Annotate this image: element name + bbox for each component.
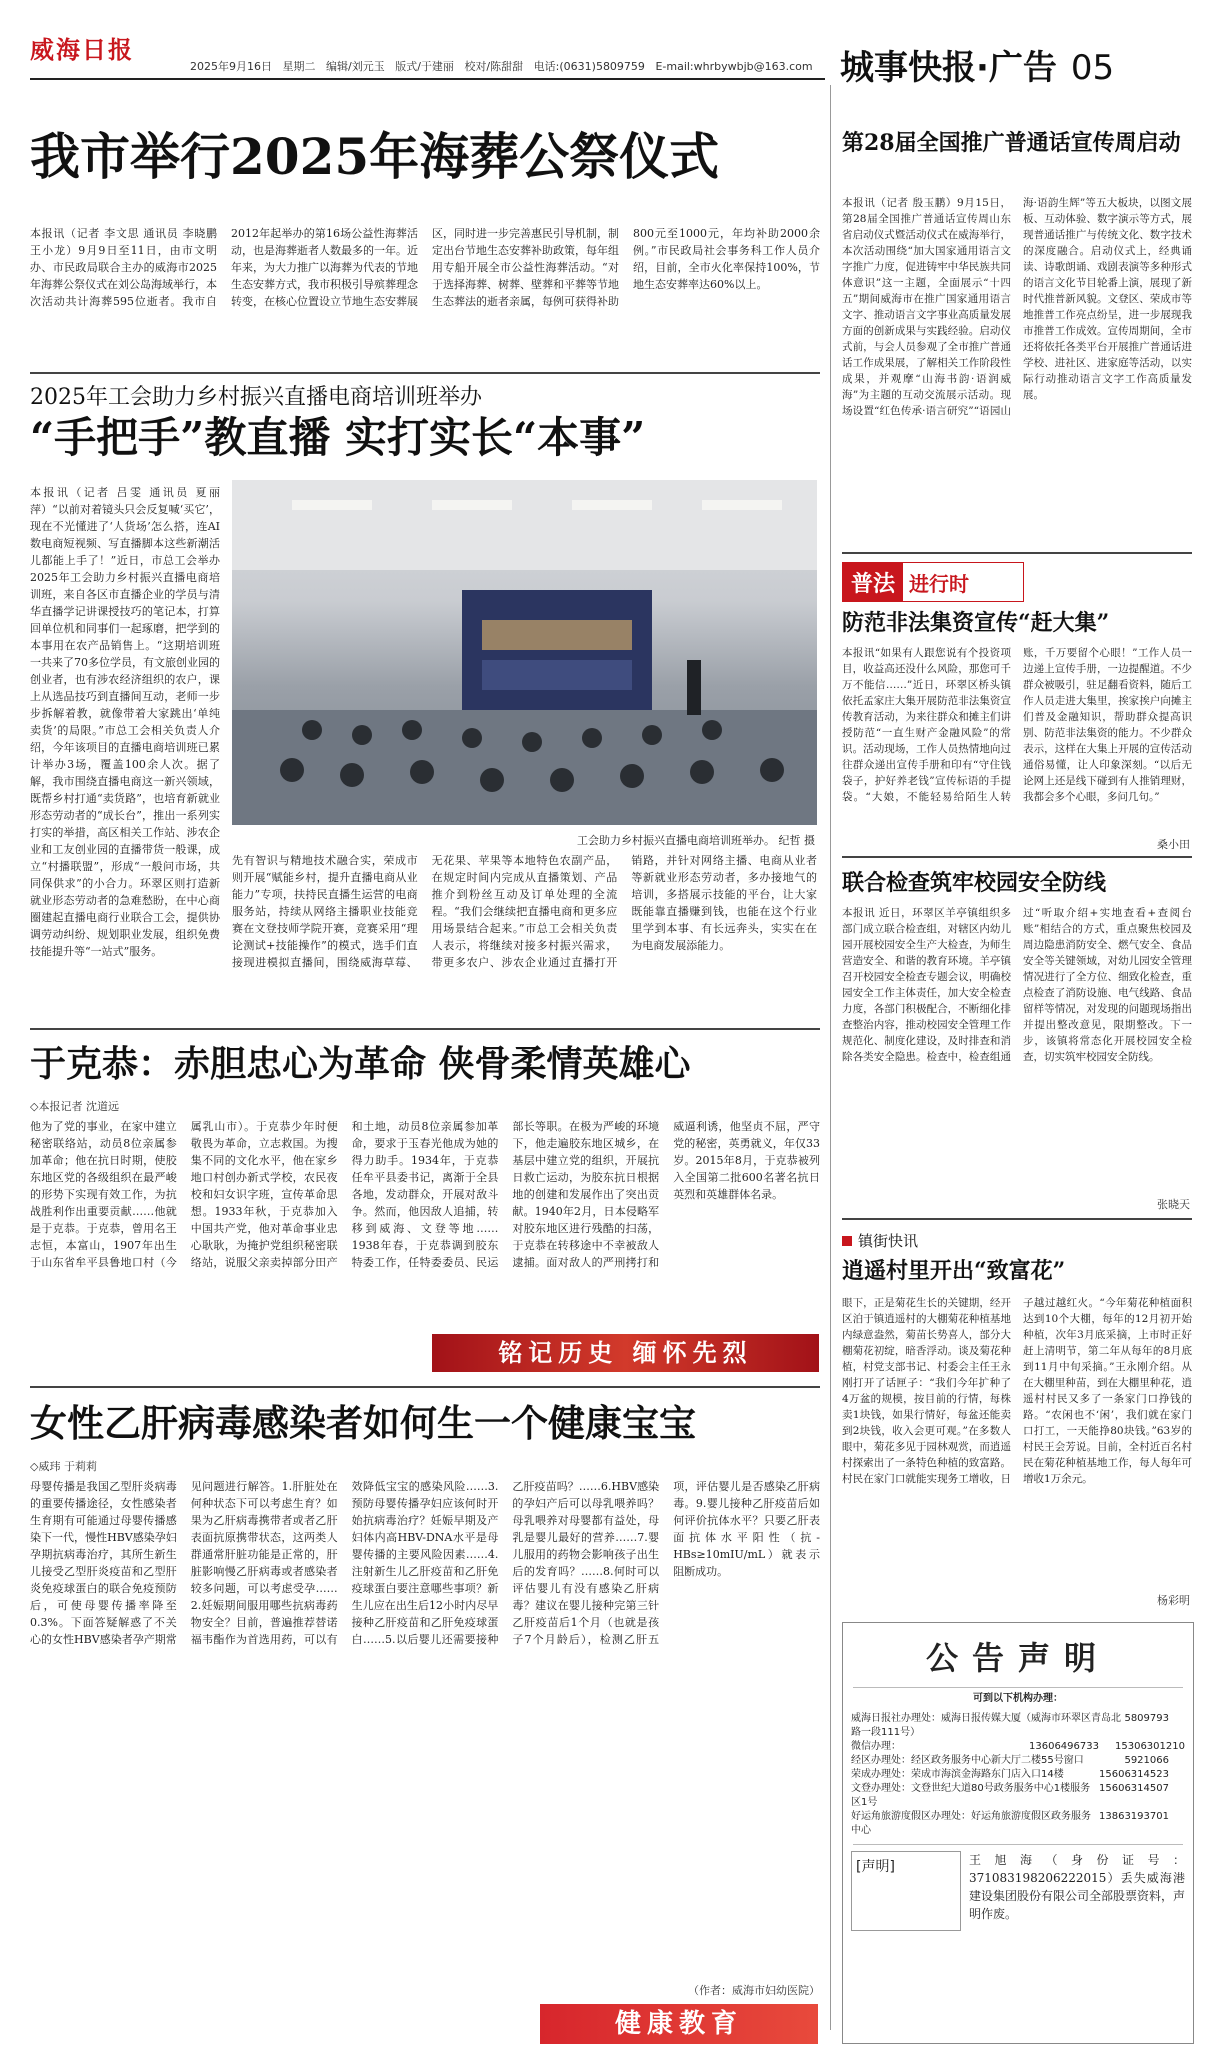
article6-body: 本报讯“如果有人跟您说有个投资项目，收益高还没什么风险，那您可千万不能信……”近日，环翠区桥头镇依托孟家庄大集开展防范非法集资宣传教育活动，为来往群众和摊主们讲授防范“一直生财产金融风险”的常识。活动现场，工作人员热情地向过往群众递出宣传手册和印有“守住钱袋子，护好养老钱”宣传标语的手提袋。“大娘，不能轻易给陌生人转账，千万要留个心眼！”工作人员一边递上宣传手册，一边提醒道。不少群众被吸引，驻足翻看资料，随后工作人员走进大集里，挨家挨户向摊主们普及金融知识，帮助群众提高识别、防范非法集资的能力。不少群众表示，这样在大集上开展的宣传活动通俗易懂，让人印象深刻。“以后无论网上还是线下碰到有人推销理财，我都会多个心眼，多问几句。” (842, 647, 1192, 803)
photo-caption: 工会助力乡村振兴直播电商培训班举办。 纪哲 摄 (577, 834, 815, 847)
layout-editor: 版式/于建丽 (395, 60, 454, 73)
article2-headline: “手把手”教直播 实打实长“本事” (30, 413, 646, 462)
photo-illustration (232, 480, 817, 825)
notice-phone-1: 5921066 (1124, 1755, 1169, 1766)
article2-rule (30, 1028, 820, 1030)
article4-headline: 女性乙肝病毒感染者如何生一个健康宝宝 (30, 1401, 696, 1445)
article3-rule (30, 1386, 820, 1388)
article8-author: 杨彩明 (1157, 1594, 1190, 1607)
notice-row (851, 1754, 1185, 1768)
article3-body: 他为了党的事业，在家中建立秘密联络站，动员8位亲属参加革命；他在抗日时期，使胶东地区党的各级组织在最严峻的形势下实现有效工作，为抗战胜利作出重要贡献……他就是于克恭。于克恭，曾用名王志恒，本富山，1907年出生于山东省牟平县鲁地口村（今属乳山市）。于克恭少年时便敬畏为革命，立志救国。为搜集不同的文化水平，他在家乡地口村创办新式学校，农民夜校和妇女识字班，宣传革命思想。1933年秋，于克恭加入中国共产党，他对革命事业忠心耿耿，为掩护党组织秘密联络站，说服父亲卖掉部分田产和土地，动员8位亲属参加革命，要求于玉春光他成为她的得力助手。1934年，于克恭任牟平县委书记，离渐于全县各地，发动群众，开展对敌斗争。然而，他因敌人追捕，转移到威海、文登等地……1938年春，于克恭调到胶东特委工作，任特委委员、民运部长等职。在极为严峻的环境下，他走遍胶东地区城乡，在基层中建立党的组织，开展抗日救亡运动，为胶东抗日根据地的创建和发展作出了突出贡献。1940年2月，日本侵略军对胶东地区进行残酷的扫荡，于克恭在转移途中不幸被敌人逮捕。面对敌人的严刑拷打和威逼利诱，他坚贞不屈，严守党的秘密，英勇就义，年仅33岁。2015年8月，于克恭被列入全国第二批600名著名抗日英烈和英雄群体名录。 (30, 1120, 820, 1269)
phone: 电话:(0631)5809759 (533, 60, 645, 73)
article1-rule (30, 372, 820, 374)
article1-headline: 我市举行2025年海葬公祭仪式 (30, 127, 720, 186)
notice-subtitle: 可到以下机构办理： (973, 1693, 1063, 1704)
town-news-tag (842, 1230, 918, 1251)
page-number: 05 (1070, 48, 1115, 88)
issue-date: 2025年9月16日 (190, 60, 272, 73)
article7-body: 本报讯 近日，环翠区羊亭镇组织多部门成立联合检查组，对辖区内幼儿园开展校园安全生产大检查，为师生营造安全、和谐的教育环境。羊亭镇召开校园安全检查专题会议，明确校园安全工作主体责任，加大安全检查力度，各部门积极配合，不断细化排查整治内容，推动校园安全管理工作规范化、制度化建设，及时排查和消除各类安全隐患。检查中，检查组通过“听取介绍+实地查看+查阅台账”相结合的方式，重点聚焦校园及周边隐患消防安全、燃气安全、食品安全等关键领域，对幼儿园安全管理情况进行了全方位、细致化检查，重点检查了消防设施、电气线路、食品留样等情况，对发现的问题现场指出并提出整改意见，限期整改。下一步，该镇将常态化开展校园安全检查，切实筑牢校园安全防线。 (842, 907, 1192, 1063)
notice-divider (853, 1844, 1183, 1845)
law-column-tag-a: 普法 (843, 563, 903, 602)
notice-row (851, 1712, 1185, 1740)
article2-body-left: 本报讯（记者 吕雯 通讯员 夏丽萍）“以前对着镜头只会反复喊‘买它’，现在不光懂进了‘人货场’怎么搭，连AI数电商短视频、写直播脚本这些新潮活儿都能上手了！”近日，市总工会举办2025年工会助力乡村振兴直播电商培训班，来自各区市直播企业的学员与清华直播学记讲课授技巧的笔记本，打算回单位机和同事们一起琢磨，把学到的本事用在农产品销售上。“这期培训班一共来了70多位学员，有文旅创业园的创业者，也有涉农经济组织的农户，课上从选品技巧到直播间互动，老师一步步拆解着教，就像带着大家跳出‘单纯卖货’的局限。”市总工会相关负责人介绍，今年该项目的直播电商培训班已累计举办3场，覆盖100余人次。据了解，我市围绕直播电商这一新兴领域，既帮乡村打通“卖货路”，也培育新就业形态劳动者的“成长台”，推出一系列实打实的举措，高区相关工作站、涉农企业和工友创业园的直播带货一般课，成立“村播联盟”，形成“一般问市场，共同保供求”的小合力。环翠区则打造新就业形态劳动者的急难愁盼，在中心商圈建起直播电商行业联合工会，提供协调劳动纠纷、规划职业发展，组织免费技能提升等“一站式”服务。 (30, 486, 220, 958)
article3-headline: 于克恭：赤胆忠心为革命 侠骨柔情英雄心 (30, 1043, 691, 1085)
article5-body: 本报讯（记者 殷玉鹏）9月15日，第28届全国推广普通话宣传周山东省启动仪式暨活动仪式在威海举行，本次活动围绕“加大国家通用语言文字推广力度，促进铸牢中华民族共同体意识”这一主题，全面展示“十四五”期间威海市在推广国家通用语言文字、推动语言文字事业高质量发展方面的创新成果与实践经验。启动仪式前，与会人员参观了全市推广普通话工作成果展，了解相关工作阶段性成果，并观摩“山海书韵·语润威海”为主题的互动交流展示活动。现场设置“红色传承·语言研究”“语园山海·语韵生辉”等五大板块，以图文展板、互动体验、数字演示等方式，展现普通话推广与传统文化、数字技术的深度融合。启动仪式上，经典诵读、诗歌朗诵、戏剧表演等多种形式的语言文化节目轮番上演，展现了新时代推普新风貌。文登区、荣成市等地推普工作亮点纷呈，进一步展现我市推普工作成效。宣传周期间，全市还将依托各类平台开展推广普通话进学校、进社区、进家庭等活动，以实际行动推动语言文字工作高质量发展。 (842, 197, 1192, 417)
article5-headline: 第28届全国推广普通话宣传周启动 (842, 130, 1181, 156)
column-divider (830, 85, 831, 2030)
article3-byline: ◇本报记者 沈道远 (30, 1100, 119, 1113)
article6-rule (842, 856, 1192, 858)
law-column-tag (842, 562, 1024, 602)
email: E-mail:whrbywbjb@163.com (655, 60, 813, 73)
article4-author: （作者：威海市妇幼医院） (688, 1984, 820, 1997)
proofreader: 校对/陈甜甜 (464, 60, 524, 73)
memorial-banner: 铭记历史 缅怀先烈 (432, 1334, 819, 1372)
statement-block (851, 1851, 1185, 1931)
law-column-tag-b: 进行时 (909, 571, 970, 596)
statement-label: [声明] (851, 1851, 961, 1931)
article8-headline: 逍遥村里开出“致富花” (842, 1258, 1066, 1284)
notice-title-rule (853, 1687, 1183, 1688)
notice-phone-1: 15606314523 (1099, 1769, 1169, 1780)
statement-text: 王旭海（身份证号：371083198206222015）丢失威海港建设集团股份有限公司全部股票资料，声明作废。 (969, 1853, 1185, 1921)
article7-author: 张晓天 (1157, 1198, 1190, 1211)
notice-title: 公告声明 (925, 1639, 1110, 1677)
section-title (840, 40, 1114, 89)
notice-office-name: 荣成办理处：荣成市海滨金海路东门店入口14楼 (851, 1769, 1064, 1780)
notice-office-name: 经区办理处：经区政务服务中心新大厅二楼55号窗口 (851, 1755, 1084, 1766)
article2-kicker: 2025年工会助力乡村振兴直播电商培训班举办 (30, 385, 482, 410)
notice-row (851, 1782, 1185, 1810)
notice-row (851, 1810, 1185, 1838)
issue-weekday: 星期二 (282, 60, 316, 73)
health-banner: 健康教育 (540, 2004, 818, 2044)
notice-phone-2: 15306301210 (1115, 1741, 1185, 1752)
section-name: 城事快报·广告 (840, 48, 1057, 88)
town-news-label: 镇街快讯 (858, 1232, 919, 1250)
article7-headline: 联合检查筑牢校园安全防线 (842, 870, 1107, 896)
article6-author: 桑小田 (1157, 838, 1190, 851)
article8-body: 眼下，正是菊花生长的关键期，经开区泊于镇逍遥村的大棚菊花种植基地内绿意盎然，菊苗长势喜人，部分大棚菊花初绽，暗香浮动。谈及菊花种植，村党支部书记、村委会主任王永刚打开了话匣子：“我们今年扩种了4万盆的规模，按目前的行情，每株卖1块钱，如果行情好，每盆还能卖到2块钱，收入会更可观。”在多数人眼中，菊花多见于园林观赏，而逍遥村探索出了一条特色种植的致富路。村民在家门口就能实现务工增收，日子越过越红火。“今年菊花种植面积达到10个大棚，每年的12月初开始种植，次年3月底采摘，上市时正好赶上清明节，第二年从每年的8月底到11月中旬采摘。”王永刚介绍。从在大棚里种苗，到在大棚里种花，逍遥村村民又多了一条家门口挣钱的路。“农闲也不‘闲’，我们就在家门口打工，一天能挣80块钱。”63岁的村民王会芳说。目前，全村近百名村民在菊花种植基地工作，每人每年可增收1万余元。 (842, 1297, 1192, 1485)
article2-body-right: 先有智识与精地技术融合实，荣成市则开展“赋能乡村，提升直播电商从业能力”专项，扶持民直播生运营的电商服务站，持续从网络主播职业技能竞赛在文登技师学院开赛，竞赛采用“理论测试+技能操作”的模式，选手们直接现进模拟直播间，围绕威海草莓、无花果、苹果等本地特色农副产品，在规定时间内完成从直播策划、产品推介到粉丝互动及订单处理的全流程。“我们会继续把直播电商和更多应用场景结合起来。”市总工会相关负责人表示，将继续对接多村振兴需求，带更多农户、涉农企业通过直播打开销路，并针对网络主播、电商从业者等新就业形态劳动者，多办接地气的培训，多搭展示技能的平台，让大家既能靠直播赚到钱，也能在这个行业里学到本事、有长远奔头，实实在在为电商发展添能力。 (232, 854, 817, 969)
article4-body: 母婴传播是我国乙型肝炎病毒的重要传播途径，女性感染者生育期有可能通过母婴传播感染下一代，慢性HBV感染孕妇孕期抗病毒治疗，其所生新生儿接受乙型肝炎疫苗和乙型肝炎免疫球蛋白的联合免疫预防后，可使母婴传播率降至0.3%。下面答疑解惑了不关心的女性HBV感染者孕产期常见问题进行解答。1.肝脏处在何种状态下可以考虑生育？如果为乙肝病毒携带者或者乙肝表面抗原携带状态，这两类人群通常肝脏功能是正常的，肝脏影响慢乙肝病毒或者感染者较多问题，可以考虑受孕……2.妊娠期间服用哪些抗病毒药物安全？目前，普遍推荐替诺福韦酯作为首选用药，可以有效降低宝宝的感染风险……3.预防母婴传播孕妇应该何时开始抗病毒治疗？妊娠早期及产妇体内高HBV-DNA水平是母婴传播的主要风险因素……4.注射新生儿乙肝疫苗和乙肝免疫球蛋白要注意哪些事项？新生儿应在出生后12小时内尽早接种乙肝疫苗和乙肝免疫球蛋白……5.以后婴儿还需要接种乙肝疫苗吗？……6.HBV感染的孕妇产后可以母乳喂养吗？母乳喂养对母婴都有益处，母乳是婴儿最好的营养……7.婴儿服用的药物会影响孩子出生后的发育吗？……8.何时可以评估婴儿有没有感染乙肝病毒？建议在婴儿接种完第三针乙肝疫苗后1个月（也就是孩子7个月龄后），检测乙肝五项，评估婴儿是否感染乙肝病毒。9.婴儿接种乙肝疫苗后如何评价抗体水平？只要乙肝表面抗体水平阳性（抗-HBs≥10mIU/mL）就表示阻断成功。 (30, 1480, 820, 1646)
article5-rule (842, 552, 1192, 554)
header-rule (30, 78, 825, 80)
red-square-icon (842, 1236, 852, 1246)
editor: 编辑/刘元玉 (326, 60, 385, 73)
notice-office-name: 威海日报社办理处：威海日报传媒大厦（威海市环翠区青岛北路一段111号） (851, 1713, 1121, 1738)
notice-office-list (851, 1712, 1185, 1838)
notice-office-name: 微信办理： (851, 1741, 901, 1752)
article6-headline: 防范非法集资宣传“赶大集” (842, 610, 1110, 636)
notice-office-name: 文登办理处：文登世纪大道80号政务服务中心1楼服务区1号 (851, 1783, 1091, 1808)
masthead-logo: 威海日报 (30, 35, 134, 64)
notice-phone-1: 13606496733 (1029, 1741, 1099, 1752)
notice-row (851, 1768, 1185, 1782)
notice-phone-1: 15606314507 (1099, 1783, 1169, 1794)
notice-box (842, 1622, 1194, 2044)
article1-body: 本报讯（记者 李文思 通讯员 李晓鹏 王小龙）9月9日至11日，由市文明办、市民政局联合主办的威海市2025年海葬公祭仪式在刘公岛海域举行，本次活动共计海葬595位逝者。我市自2012年起举办的第16场公益性海葬活动，也是海葬逝者人数最多的一年。近年来，为大力推广以海葬为代表的节地生态安葬方式，我市积极引导殡葬理念转变，在核心位置设立节地生态安葬展区，同时进一步完善惠民引导机制，制定出台节地生态安葬补助政策，每年组用专船开展全市公益性海葬活动。“对于选择海葬、树葬、壁葬和平葬等节地生态葬法的逝者亲属，每例可获得补助800元至1000元，年均补助2000余例。”市民政局社会事务科工作人员介绍，目前，全市火化率保持100%，节地生态安葬率达60%以上。 (30, 227, 820, 308)
header-info (190, 58, 813, 74)
article7-rule (842, 1218, 1192, 1220)
article4-byline: ◇威玮 于莉莉 (30, 1460, 97, 1473)
training-photo (232, 480, 817, 825)
notice-phone-1: 5809793 (1124, 1713, 1169, 1724)
notice-phone-1: 13863193701 (1099, 1811, 1169, 1822)
notice-row (851, 1740, 1185, 1754)
notice-office-name: 好运角旅游度假区办理处：好运角旅游度假区政务服务中心 (851, 1811, 1091, 1836)
